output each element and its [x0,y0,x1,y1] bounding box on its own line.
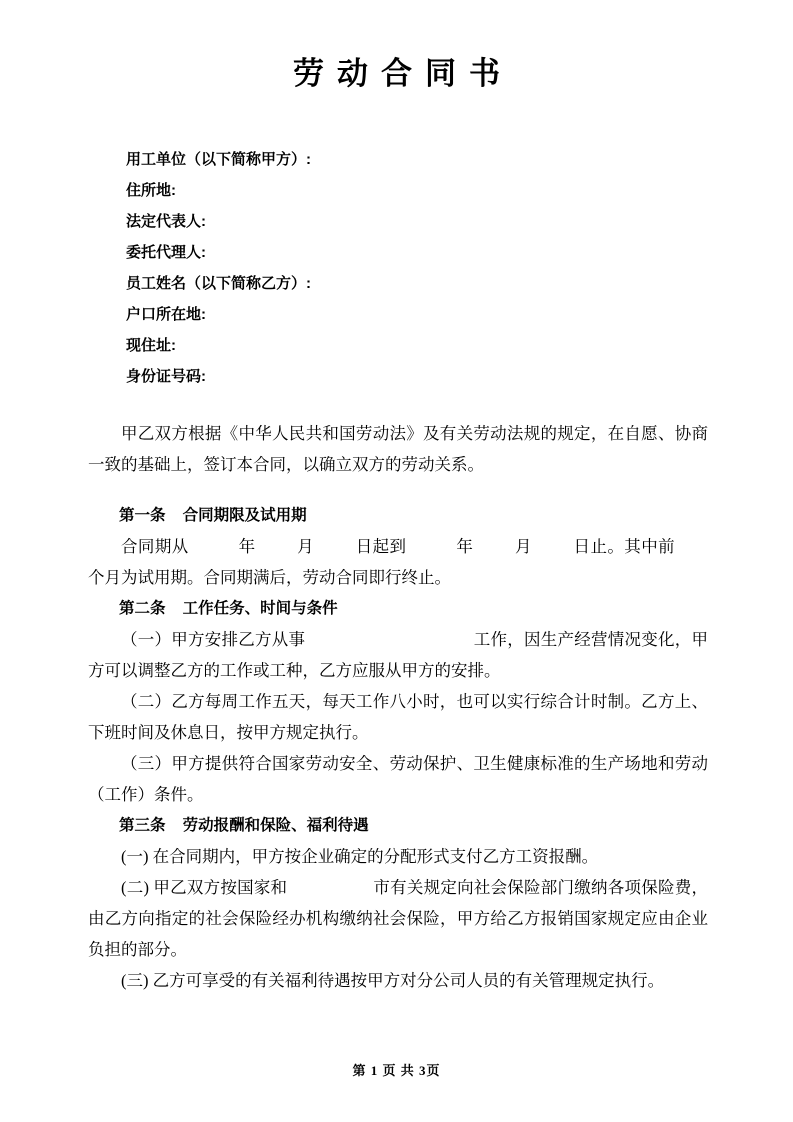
section-2-heading [88,593,708,624]
blank-end-month[interactable] [473,531,514,562]
party-field-employer: 用工单位（以下简称甲方）: [126,151,311,168]
label-start-month: 月 [296,537,315,556]
preamble-paragraph: 甲乙双方根据《中华人民共和国劳动法》及有关劳动法规的规定，在自愿、协商一致的基础上，签订本合同，以确立双方的劳动关系。 [88,424,708,474]
spacer-before-preamble [88,392,708,418]
contract-term-prefix: 合同期从 [121,537,189,556]
party-field-current-address: 现住址: [126,337,176,354]
party-information-block [88,144,708,392]
section-1-number: 第一条 [119,507,166,524]
insurance-suffix: 市有关规定向社会保险部门缴纳各项保险费，由乙方向指定的社会保险经办机构缴纳社会保险，甲方给乙方报销国家规定应由企业负担的部分。 [88,878,708,959]
party-field-authorized-agent: 委托代理人: [126,244,206,261]
section-3-item-3: (三) 乙方可享受的有关福利待遇按甲方对分公司人员的有关管理规定执行。 [121,971,665,990]
job-assignment-suffix: 工作，因生产经营情况变化，甲方可以调整乙方的工作或工种，乙方应服从甲方的安排。 [88,630,709,680]
party-field-employee-name: 员工姓名（以下简称乙方）: [126,275,311,292]
section-3-title: 劳动报酬和保险、福利待遇 [182,817,369,834]
spacer-before-section-1 [88,480,708,500]
document-title: 劳动合同书 [293,56,513,91]
label-end-month: 月 [514,537,532,556]
section-3-number: 第三条 [119,817,166,834]
blank-start-day[interactable] [314,531,355,562]
section-3-item-1: (一) 在合同期内，甲方按企业确定的分配形式支付乙方工资报酬。 [121,847,599,866]
section-2-item-2: （二）乙方每周工作五天，每天工作八小时，也可以实行综合计时制。乙方上、下班时间及休息日，按甲方规定执行。 [88,692,708,742]
blank-city-name[interactable] [287,872,373,903]
blank-start-month[interactable] [255,531,296,562]
document-body [88,144,708,996]
blank-end-day[interactable] [532,531,573,562]
label-end-day-probation: 日止。其中前 [573,537,676,556]
blank-probation-months[interactable] [675,531,708,562]
section-3-heading [88,810,708,841]
section-3-item-2 [88,872,708,965]
section-1-paragraph [88,531,708,593]
section-1-heading [88,500,708,531]
label-end-year: 年 [455,537,474,556]
label-start-year: 年 [238,537,256,556]
section-2-number: 第二条 [119,600,166,617]
insurance-prefix: (二) 甲乙双方按国家和 [121,878,288,897]
party-field-employer-address: 住所地: [126,182,176,199]
blank-end-year[interactable] [406,531,456,562]
section-2-title: 工作任务、时间与条件 [182,600,338,617]
section-2-item-1 [88,624,708,686]
probation-suffix: 个月为试用期。合同期满后，劳动合同即行终止。 [88,568,451,587]
label-start-day-to: 日起到 [355,537,407,556]
blank-start-year[interactable] [189,531,239,562]
blank-job-position[interactable] [305,624,473,655]
party-field-household-registration: 户口所在地: [126,306,206,323]
section-2-item-3: （三）甲方提供符合国家劳动安全、劳动保护、卫生健康标准的生产场地和劳动（工作）条件。 [88,754,708,804]
page-number-footer: 第 1 页 共 3页 [352,1063,441,1078]
job-assignment-prefix: （一）甲方安排乙方从事 [121,630,306,649]
party-field-id-number: 身份证号码: [126,368,206,385]
section-1-title: 合同期限及试用期 [182,507,307,524]
party-field-legal-representative: 法定代表人: [126,213,206,230]
